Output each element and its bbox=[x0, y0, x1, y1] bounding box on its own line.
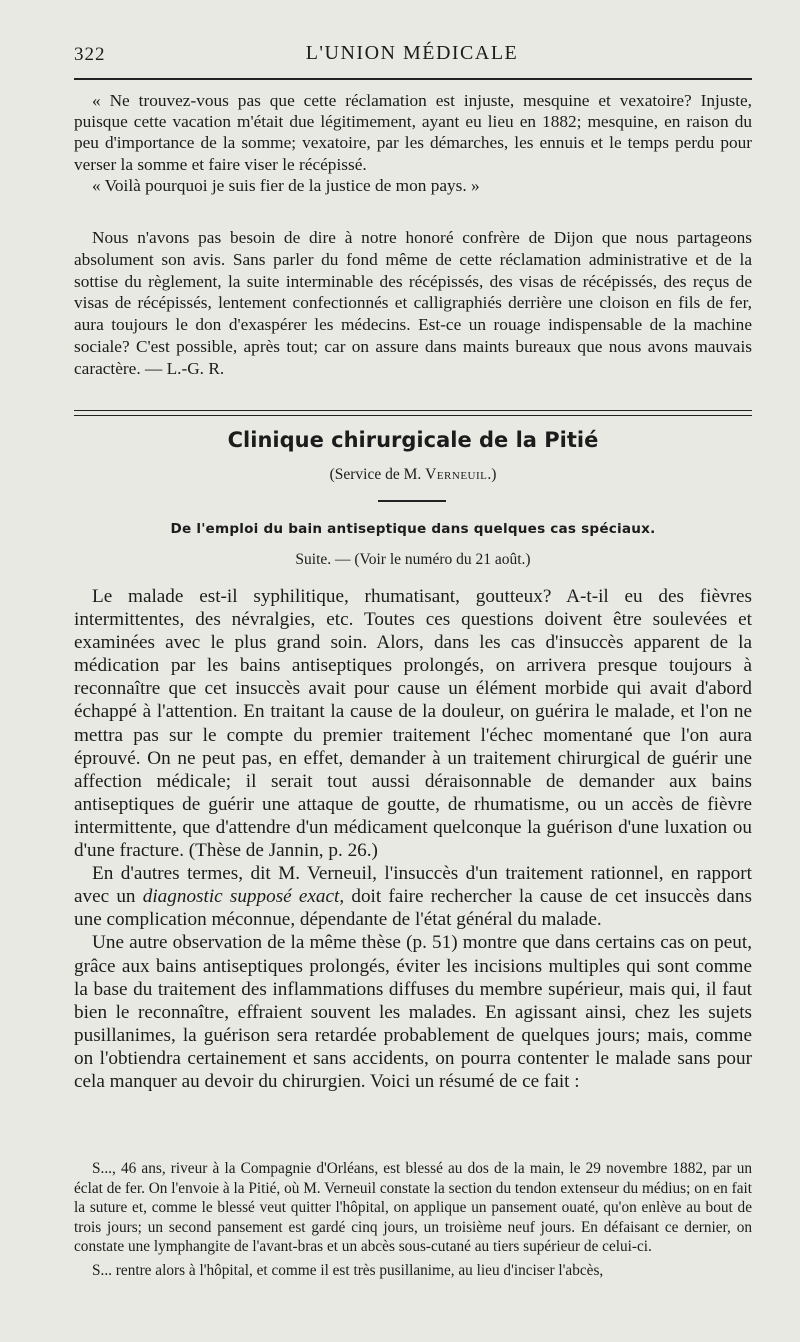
body-text: , doit faire rechercher la cause de cet insuccès dans une complication méconnue, dépendante de l'état général du malade. bbox=[74, 886, 752, 931]
editorial-note bbox=[74, 227, 752, 380]
section-divider bbox=[74, 410, 752, 416]
article-subtitle: De l'emploi du bain antiseptique dans quelques cas spéciaux. bbox=[170, 521, 656, 537]
service-prefix: (Service de M. bbox=[329, 466, 426, 483]
section-title: Clinique chirurgicale de la Pitié bbox=[227, 428, 599, 452]
continuation-note: Suite. — (Voir le numéro du 21 août.) bbox=[295, 551, 531, 568]
page-header bbox=[74, 38, 750, 72]
letter-quote bbox=[74, 90, 752, 196]
body-paragraph: Le malade est-il syphilitique, rhumatisant, goutteux? A-t-il eu des fièvres intermittentes, des névralgies, etc. Toutes ces questions doivent être soulevées et examinées avec le plus grand soin. Alors, dans les cas d'insuccès apparent de la médication par les bains antiseptiques prolongés, on arrivera presque toujours à reconnaître que cet insuccès avait pour cause un élément morbide qui avait d'abord échappé à l'attention. En traitant la cause de la douleur, on guérira le malade, et l'on ne mettra pas sur le compte du premier traitement l'échec momentané que l'on aura éprouvé. On ne peut pas, en effet, demander à un traitement chirurgical de guérir une affection médicale; il serait tout aussi déraisonnable de demander aux bains antiseptiques de guérir une attaque de goutte, de rhumatisme, ou un accès de fièvre intermittente, que d'attendre d'un médicament quelconque la guérison d'une luxation ou d'une fracture. (Thèse de Jannin, p. 26.) bbox=[74, 586, 752, 862]
page-number: 322 bbox=[74, 44, 106, 65]
body-text: En d'autres termes, dit M. Verneuil, l'insuccès d'un traitement rationnel, en rapport avec un bbox=[74, 863, 752, 908]
case-report bbox=[74, 1159, 752, 1281]
case-paragraph: S... rentre alors à l'hôpital, et comme il est très pusillanime, au lieu d'inciser l'abcès, bbox=[92, 1261, 604, 1279]
letter-paragraph: « Voilà pourquoi je suis fier de la justice de mon pays. » bbox=[92, 175, 480, 195]
service-name: Verneuil bbox=[425, 466, 488, 483]
emphasis-text: diagnostic supposé exact bbox=[142, 886, 340, 908]
running-title: L'UNION MÉDICALE bbox=[305, 42, 519, 64]
short-rule bbox=[378, 500, 446, 502]
service-line bbox=[74, 466, 752, 484]
article-body bbox=[74, 585, 752, 1093]
body-paragraph: Une autre observation de la même thèse (p. 51) montre que dans certains cas on peut, grâce aux bains antiseptiques prolongés, éviter les incisions multiples qui sont comme la base du traitement des inflammations diffuses du membre supérieur, mais qui, il faut bien le reconnaître, effraient souvent les malades. En agissant ainsi, chez les sujets pusillanimes, la guérison sera retardée probablement de quelques jours; mais, comme on l'obtiendra certainement et sans accidents, on pourra contenter le malade sans pour cela manquer au devoir du chirurgien. Voici un résumé de ce fait : bbox=[74, 932, 752, 1092]
letter-paragraph: « Ne trouvez-vous pas que cette réclamation est injuste, mesquine et vexatoire? Injuste, puisque cette vacation m'était due légitimement, ayant eu lieu en 1882; mesquine, en raison du peu d'importance de la somme; vexatoire, par les démarches, les ennuis et le temps perdu pour verser la somme et faire viser le récépissé. bbox=[74, 91, 752, 174]
editorial-paragraph: Nous n'avons pas besoin de dire à notre honoré confrère de Dijon que nous partageons absolument son avis. Sans parler du fond même de cette réclamation administrative et de la sottise du règlement, la suite interminable des récépissés, des visas de récépissés, des reçus de visas de récépissés, lentement confectionnés et calligraphiés derrière une cloison en fils de fer, aura toujours le don d'exaspérer les médecins. Est-ce un rouage indispensable de la machine sociale? C'est possible, après tout; car on assure dans maints bureaux que nous avons mauvais caractère. — L.-G. R. bbox=[74, 228, 752, 378]
header-rule bbox=[74, 78, 752, 80]
body-paragraph bbox=[74, 862, 752, 931]
case-paragraph: S..., 46 ans, riveur à la Compagnie d'Orléans, est blessé au dos de la main, le 29 novembre 1882, par un éclat de fer. On l'envoie à la Pitié, où M. Verneuil constate la section du tendon extenseur du médius; on en fait la suture et, comme le blessé veut quitter l'hôpital, on applique un pansement ouaté, qu'on enlève au bout de trois jours; un second pansement est gardé cinq jours, un troisième neuf jours. En défaisant ce dernier, on constate une lymphangite de l'avant-bras et un abcès sous-cutané au tiers supérieur de celui-ci. bbox=[74, 1160, 752, 1256]
service-suffix: .) bbox=[487, 466, 497, 483]
